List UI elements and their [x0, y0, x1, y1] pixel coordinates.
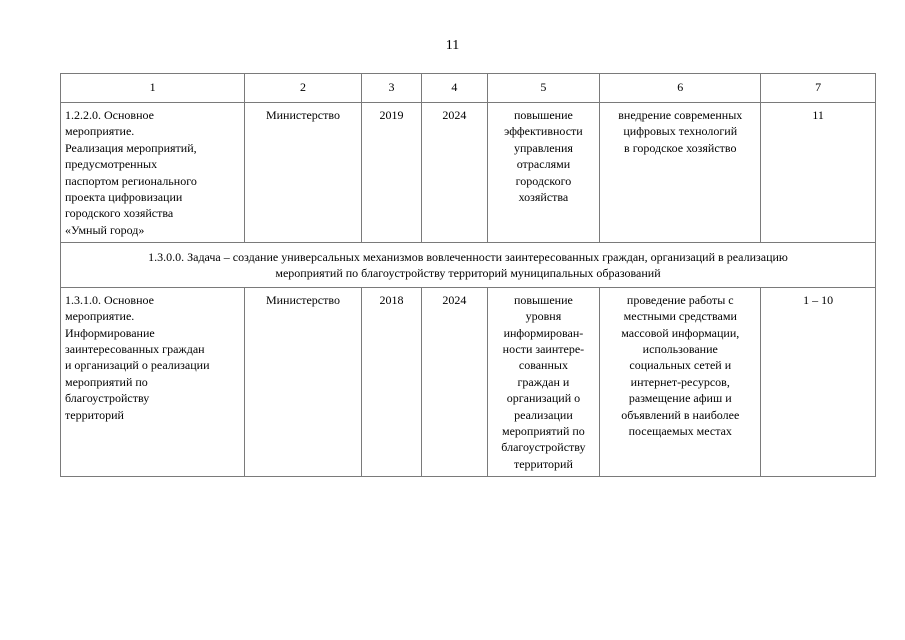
- start-year-cell: 2019: [361, 103, 421, 243]
- expected-cell: проведение работы с местными средствами массовой информации, использование социальных сетей и интернет-ресурсов, размещение афиш и объявлений в наиболее посещаемых местах: [600, 287, 761, 476]
- executor-cell: Министерство: [245, 287, 362, 476]
- end-year-cell: 2024: [422, 287, 487, 476]
- activity-cell: 1.2.2.0. Основное мероприятие. Реализация мероприятий, предусмотренных паспортом регионального проекта цифровизации городского хозяйства «Умный город»: [61, 103, 245, 243]
- executor-cell: Министерство: [245, 103, 362, 243]
- column-header: 3: [361, 74, 421, 103]
- column-header: 6: [600, 74, 761, 103]
- task-cell: 1.3.0.0. Задача – создание универсальных механизмов вовлеченности заинтересованных граждан, организаций в реализацию мероприятий по благоустройству территорий муниципальных образований: [61, 243, 876, 288]
- column-header: 4: [422, 74, 487, 103]
- task-row: [61, 243, 876, 288]
- column-header: 1: [61, 74, 245, 103]
- end-year-cell: 2024: [422, 103, 487, 243]
- page-number: 11: [445, 38, 460, 53]
- start-year-cell: 2018: [361, 287, 421, 476]
- result-cell: повышение уровня информирован- ности заинтере- сованных граждан и организаций о реализации мероприятий по благоустройству территорий: [487, 287, 600, 476]
- table-header-row: [61, 74, 876, 103]
- column-header: 2: [245, 74, 362, 103]
- activity-cell: 1.3.1.0. Основное мероприятие. Информирование заинтересованных граждан и организаций о реализации мероприятий по благоустройству территорий: [61, 287, 245, 476]
- table-row: [61, 287, 876, 476]
- indicator-cell: 1 – 10: [761, 287, 876, 476]
- result-cell: повышение эффективности управления отраслями городского хозяйства: [487, 103, 600, 243]
- program-activities-table: [60, 73, 876, 477]
- indicator-cell: 11: [761, 103, 876, 243]
- column-header: 5: [487, 74, 600, 103]
- expected-cell: внедрение современных цифровых технологий в городское хозяйство: [600, 103, 761, 243]
- column-header: 7: [761, 74, 876, 103]
- table-row: [61, 103, 876, 243]
